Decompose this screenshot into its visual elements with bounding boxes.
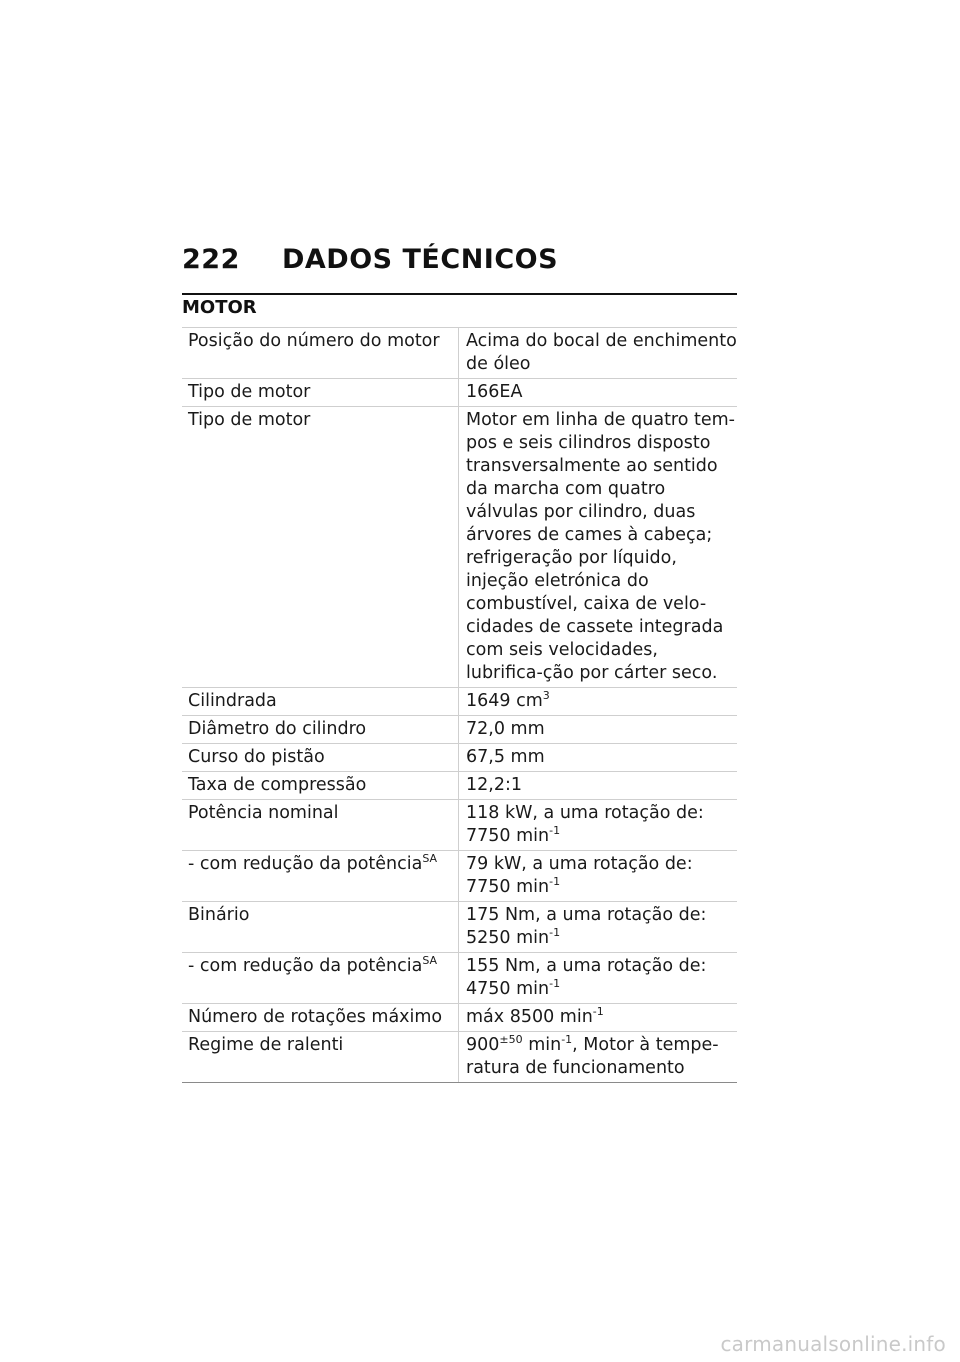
spec-table: [182, 327, 737, 1083]
table-row: [182, 902, 737, 953]
spec-label: - com redução da potência$^{SA}$: [182, 953, 459, 1004]
table-row: [182, 328, 737, 379]
table-row: [182, 772, 737, 800]
spec-value: 1649 $cm^3$: [459, 688, 738, 716]
spec-value: 12,2:1: [459, 772, 738, 800]
table-row: [182, 851, 737, 902]
watermark: carmanualsonline.info: [720, 1332, 946, 1356]
spec-value: 118 kW, a uma rotação de: 7750 $\min^{-1}$: [459, 800, 738, 851]
spec-value: 67,5 mm: [459, 744, 738, 772]
spec-value: 166EA: [459, 379, 738, 407]
table-row: [182, 744, 737, 772]
spec-label: Curso do pistão: [182, 744, 459, 772]
spec-label: Posição do número do motor: [182, 328, 459, 379]
spec-value: Motor em linha de quatro tem-pos e seis cilindros disposto transversalmente ao sentido da marcha com quatro válvulas por cilindro, duas árvores de cames à cabeça; refrigeração por líquido, injeção eletrónica do combustível, caixa de velo-cidades de cassete integrada com seis velocidades, lubrifica-ção por cárter seco.: [459, 407, 738, 688]
spec-label: Cilindrada: [182, 688, 459, 716]
spec-label: Regime de ralenti: [182, 1032, 459, 1083]
spec-value: 72,0 mm: [459, 716, 738, 744]
spec-label: Potência nominal: [182, 800, 459, 851]
table-row: [182, 716, 737, 744]
table-row: [182, 379, 737, 407]
table-row: [182, 688, 737, 716]
spec-value: $900^{\pm 50}$ $\min^{-1}$, Motor à tempe-ratura de funcionamento: [459, 1032, 738, 1083]
spec-label: Tipo de motor: [182, 407, 459, 688]
page-header: [182, 244, 558, 275]
spec-value: máx 8500 $\min^{-1}$: [459, 1004, 738, 1032]
spec-label: Tipo de motor: [182, 379, 459, 407]
spec-label: Diâmetro do cilindro: [182, 716, 459, 744]
spec-label: Número de rotações máximo: [182, 1004, 459, 1032]
table-row: [182, 1032, 737, 1083]
header-rule: [182, 293, 737, 295]
spec-value: 175 Nm, a uma rotação de: 5250 $\min^{-1}$: [459, 902, 738, 953]
spec-value: 155 Nm, a uma rotação de: 4750 $\min^{-1}$: [459, 953, 738, 1004]
spec-label: - com redução da potência$^{SA}$: [182, 851, 459, 902]
page-title: DADOS TÉCNICOS: [282, 244, 559, 275]
table-row: [182, 1004, 737, 1032]
spec-label: Taxa de compressão: [182, 772, 459, 800]
table-row: [182, 800, 737, 851]
page-number: 222: [182, 244, 240, 275]
spec-value: 79 kW, a uma rotação de: 7750 $\min^{-1}$: [459, 851, 738, 902]
table-row: [182, 953, 737, 1004]
spec-value: Acima do bocal de enchimento de óleo: [459, 328, 738, 379]
section-title: MOTOR: [182, 297, 257, 318]
spec-label: Binário: [182, 902, 459, 953]
table-row: [182, 407, 737, 688]
